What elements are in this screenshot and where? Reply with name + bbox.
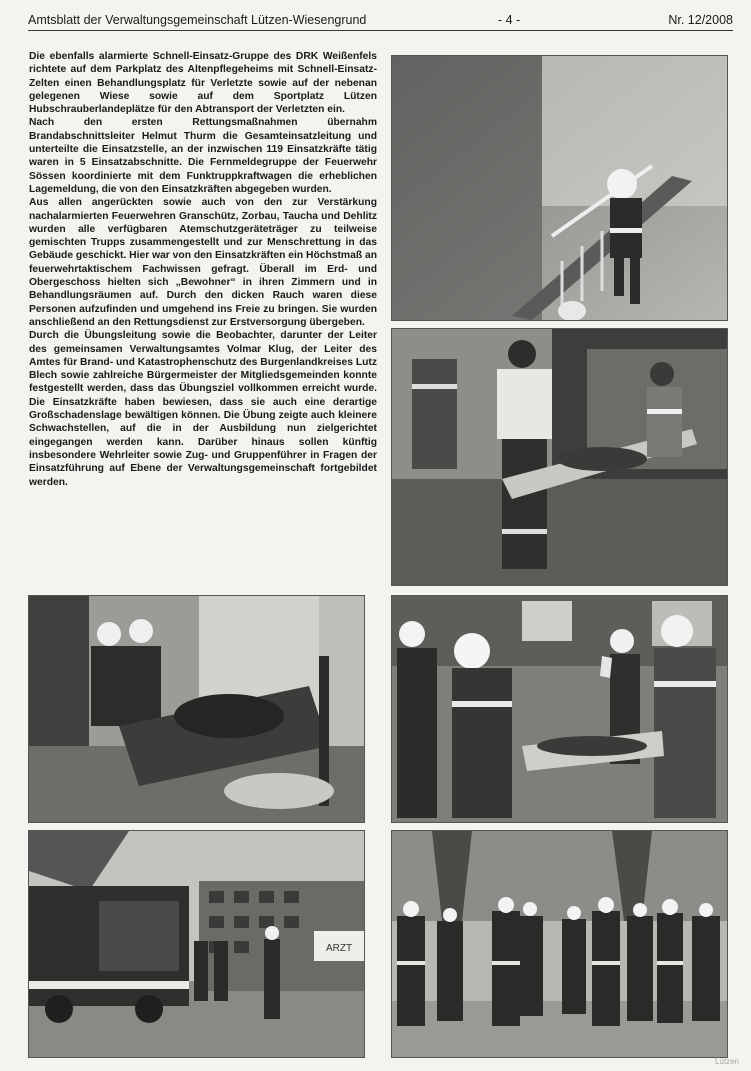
article-paragraph: Aus allen angerückten sowie auch von den zur Verstärkung nachalarmierten Feuerwehren Granschütz, Zorbau, Taucha und Dehlitz wurden alle verfügbaren Atemschutzgeräteträger zu teilweise gemischten Trupps zusammengestellt und zur Menschrettung in das Gebäude geschickt. Hier war von den Einsatzkräften ein Höchstmaß an feuerwehrtaktischem Fachwissen gefragt. Überall im Erd- und Obergeschoss hielten sich „Bewohner“ in ihren Zimmern und in Behandlungsräumen auf. Durch den dicken Rauch waren diese Personen aufzufinden und umgehend ins Freie zu bringen. Sie wurden anschließend an den Rettungsdienst zur Erstversorgung übergeben. <box>29 197 377 328</box>
photo-indoor-rescue <box>28 595 365 823</box>
page-number: - 4 - <box>498 13 521 27</box>
page-header <box>28 10 733 31</box>
issue-number: Nr. 12/2008 <box>668 13 733 27</box>
photo-casualty-with-iv <box>391 595 728 823</box>
photo-stairway-rescue <box>391 55 728 321</box>
article-paragraph: Nach den ersten Rettungsmaßnahmen übernahm Brandabschnittsleiter Helmut Thurm die Gesamteinsatzleitung und unterteilte die Einsatzstelle, an der inzwischen 119 Einsatzkräfte tätig waren in 5 Einsatzabschnitte. Die Fernmeldegruppe der Feuerwehr Sössen koordinierte mit dem Funktruppkraftwagen die erheblichen Lagemeldung, die von den Einsatzkräften abgegeben wurden. <box>29 117 377 195</box>
article-body <box>29 50 377 489</box>
arzt-sign: ARZT <box>325 943 353 954</box>
watermark-credit: Lützen <box>714 1057 739 1066</box>
photo-stretcher-transport <box>391 328 728 586</box>
photo-firefighter-lineup <box>391 830 728 1058</box>
article-paragraph: Durch die Übungsleitung sowie die Beobachter, darunter der Leiter des gemeinsamen Verwaltungsamtes Volmar Klug, der Leiter des Amtes für Brand- und Katastrophenschutz des Burgenlandkreises Lutz Blech sowie zahlreiche Bürgermeister der Mitgliedsgemeinden konnte festgestellt werden, dass das Übungsziel vollkommen erreicht wurde. Die Einsatzkräfte haben bewiesen, dass sie auch eine derartige Großschadenslage bewältigen können. Die Übung zeigte auch kleinere Schwachstellen, auf die in der Ausbildung nun zielgerichtet eingegangen werden kann. Darüber hinaus sollen künftig insbesondere Wehrleiter sowie Zug- und Gruppenführer in Fragen der Einsatzführung auf Ebene der Verwaltungsgemeinschaft fortgebildet werden. <box>29 330 377 488</box>
article-paragraph: Die ebenfalls alarmierte Schnell-Einsatz-Gruppe des DRK Weißenfels richtete auf dem Parkplatz des Altenpflegeheims mit Schnell-Einsatz-Zelten einen Behandlungsplatz für Verletzte sowie auf der nebenan gelegenen Wiese sowie auf dem Sportplatz Lützen Hubschrauberlandeplätze für den Abtransport der Verletzten ein. <box>29 51 377 116</box>
publication-title: Amtsblatt der Verwaltungsgemeinschaft Lützen-Wiesengrund <box>28 13 367 27</box>
photo-fire-engine <box>28 830 365 1058</box>
